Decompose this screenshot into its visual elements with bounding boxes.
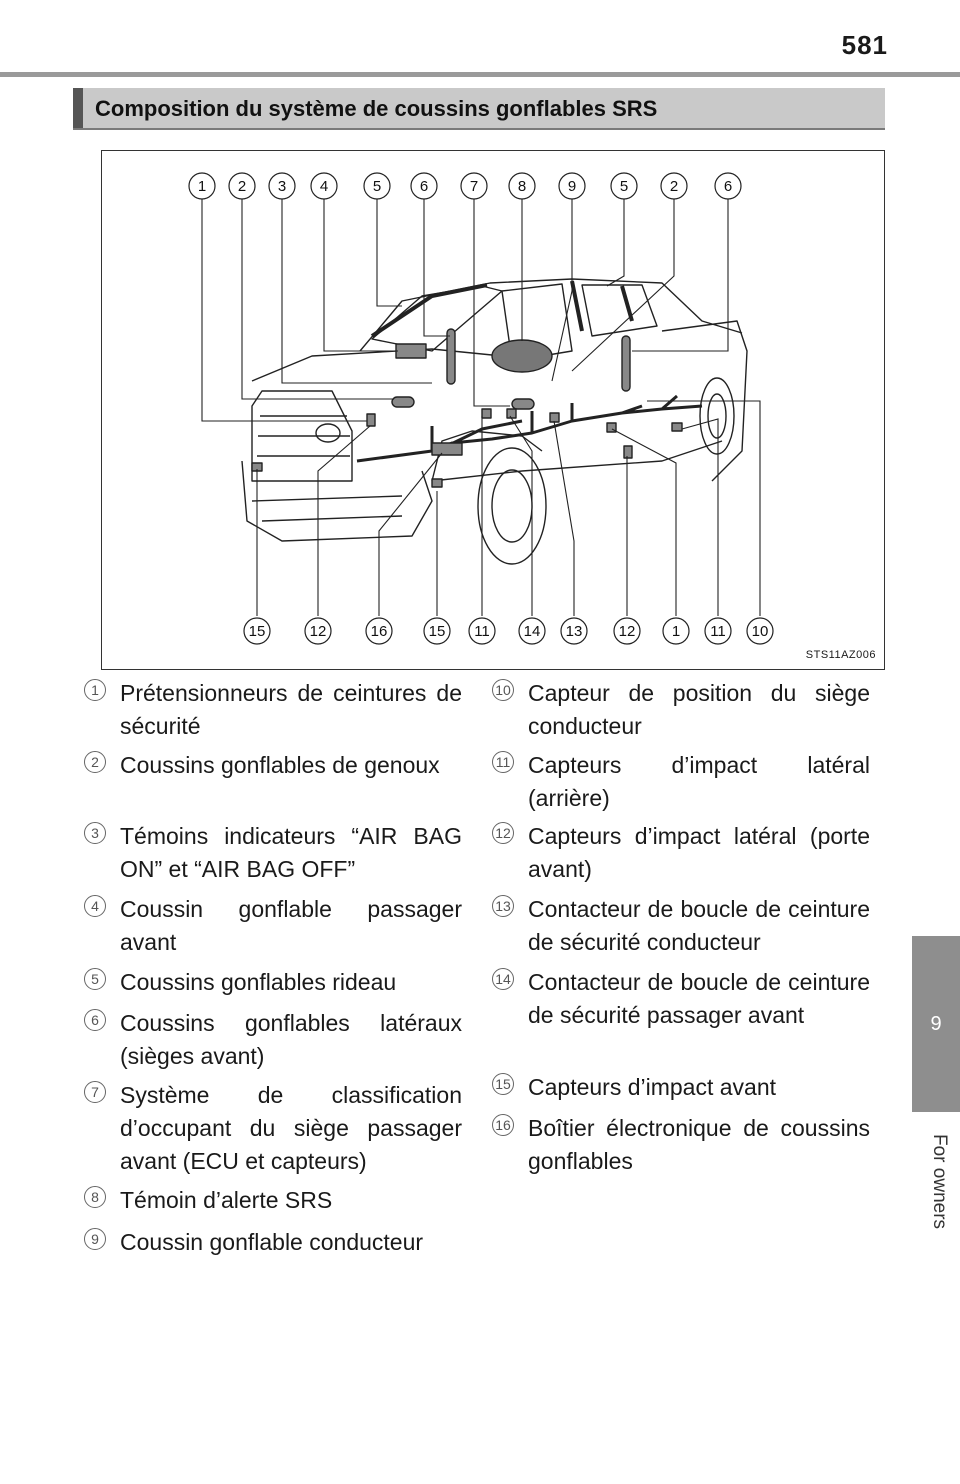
item-text: Contacteur de boucle de ceinture de sécurité passager avant: [528, 969, 870, 1028]
truck-bumper-lower: [252, 496, 402, 521]
item-text: Capteurs d’impact latéral (porte avant): [528, 823, 870, 882]
item-text: Contacteur de boucle de ceinture de sécurité conducteur: [528, 896, 870, 955]
item-number-badge: 2: [84, 751, 106, 773]
right-item-15: [492, 1071, 870, 1104]
item-number-badge: 15: [492, 1073, 514, 1095]
bottom-callouts: [244, 618, 773, 644]
left-item-1: [84, 677, 462, 743]
item-text: Boîtier électronique de coussins gonflables: [528, 1115, 870, 1174]
page-number: 581: [841, 30, 888, 60]
item-text: Capteur de position du siège conducteur: [528, 680, 870, 739]
chapter-side-tab[interactable]: [912, 936, 960, 1412]
truck-headlight-logo: [316, 424, 340, 442]
sensor-rear-side: [672, 423, 682, 431]
right-item-16: [492, 1112, 870, 1178]
item-number-badge: 9: [84, 1228, 106, 1250]
item-number-badge: 13: [492, 895, 514, 917]
truck-hood: [252, 349, 502, 381]
top-callout-number: 5: [619, 178, 629, 195]
item-text: Prétensionneurs de ceintures de sécurité: [120, 680, 462, 739]
bottom-callout-number: 1: [671, 623, 681, 640]
airbag-ecu: [432, 443, 462, 455]
top-leader-lines: [202, 199, 728, 421]
figure-code: STS11AZ006: [805, 649, 876, 661]
side-airbag-seat: [447, 329, 455, 384]
bottom-callout-number: 11: [710, 623, 726, 640]
top-callout-number: 4: [319, 178, 329, 195]
left-item-2: [84, 749, 462, 782]
section-header: [73, 88, 885, 130]
left-item-3: [84, 820, 462, 886]
right-item-13: [492, 893, 870, 959]
bottom-callout-number: 14: [523, 623, 541, 640]
truck-illustration: [102, 151, 886, 671]
truck-side-sill: [432, 441, 722, 481]
sensor-rear-left: [482, 409, 491, 418]
buckle-switch-passenger: [507, 409, 516, 418]
knee-airbag-left: [392, 397, 414, 407]
item-number-badge: 3: [84, 822, 106, 844]
top-callout-number: 6: [723, 178, 733, 195]
knee-airbag-right: [512, 399, 534, 409]
bottom-callout-number: 12: [309, 623, 327, 640]
truck-roof-outline: [360, 279, 742, 351]
steering-wheel-airbag: [492, 340, 552, 372]
top-callout-number: 3: [277, 178, 287, 195]
top-callout-number: 2: [669, 178, 679, 195]
top-rule: [0, 72, 960, 77]
right-item-12: [492, 820, 870, 886]
item-text: Capteurs d’impact avant: [528, 1074, 777, 1100]
item-number-badge: 5: [84, 968, 106, 990]
item-number-badge: 10: [492, 679, 514, 701]
top-callout-number: 9: [567, 178, 577, 195]
item-number-badge: 1: [84, 679, 106, 701]
passenger-airbag: [396, 344, 426, 358]
item-number-badge: 6: [84, 1009, 106, 1031]
truck-rear-window: [582, 285, 657, 336]
curtain-airbag: [372, 281, 632, 336]
top-callout-number: 2: [237, 178, 247, 195]
front-wheel-inner: [492, 470, 532, 542]
item-text: Coussin gonflable conducteur: [120, 1229, 424, 1255]
top-callout-number: 5: [372, 178, 382, 195]
left-item-6: [84, 1007, 462, 1073]
left-item-8: [84, 1184, 462, 1217]
left-item-4: [84, 893, 462, 959]
item-text: Capteurs d’impact latéral (arrière): [528, 752, 870, 811]
item-text: Système de classification d’occupant du siège passager avant (ECU et capteurs): [120, 1082, 462, 1174]
item-text: Coussin gonflable passager avant: [120, 896, 462, 955]
sensor-front-right: [432, 479, 442, 487]
buckle-switch-driver: [550, 413, 559, 422]
item-text: Coussins gonflables rideau: [120, 969, 397, 995]
top-callout-number: 1: [197, 178, 207, 195]
item-number-badge: 7: [84, 1081, 106, 1103]
bottom-callout-number: 16: [370, 623, 388, 640]
sensor-door-left: [367, 414, 375, 426]
right-item-14: [492, 966, 870, 1032]
truck-grille-lines: [257, 416, 350, 456]
item-number-badge: 16: [492, 1114, 514, 1136]
item-text: Coussins gonflables de genoux: [120, 752, 440, 778]
front-wheel: [478, 448, 546, 564]
chapter-label: For owners: [929, 1134, 950, 1230]
item-text: Coussins gonflables latéraux (sièges avant): [120, 1010, 462, 1069]
sensor-door-right: [624, 446, 632, 458]
item-number-badge: 4: [84, 895, 106, 917]
bottom-callout-number: 13: [565, 623, 583, 640]
chapter-number: 9: [912, 936, 960, 1112]
item-number-badge: 11: [492, 751, 514, 773]
right-item-10: [492, 677, 870, 743]
item-number-badge: 12: [492, 822, 514, 844]
left-item-5: [84, 966, 462, 999]
top-callouts: [189, 173, 741, 199]
item-text: Témoins indicateurs “AIR BAG ON” et “AIR BAG OFF”: [120, 823, 462, 882]
bottom-callout-number: 10: [751, 623, 769, 640]
top-callout-number: 8: [517, 178, 527, 195]
left-item-9: [84, 1226, 462, 1259]
srs-diagram: [101, 150, 885, 670]
section-header-bar: [73, 88, 83, 128]
section-title: Composition du système de coussins gonflables SRS: [95, 96, 658, 121]
bottom-callout-number: 11: [474, 623, 490, 640]
item-text: Témoin d’alerte SRS: [120, 1187, 333, 1213]
bottom-callout-number: 15: [248, 623, 266, 640]
top-callout-number: 7: [469, 178, 479, 195]
top-callout-number: 6: [419, 178, 429, 195]
bottom-callout-number: 15: [428, 623, 446, 640]
left-item-7: [84, 1079, 462, 1178]
item-number-badge: 8: [84, 1186, 106, 1208]
right-item-11: [492, 749, 870, 815]
bottom-callout-number: 12: [618, 623, 636, 640]
bottom-leader-lines: [257, 401, 760, 616]
item-number-badge: 14: [492, 968, 514, 990]
side-airbag-seat-right: [622, 336, 630, 391]
